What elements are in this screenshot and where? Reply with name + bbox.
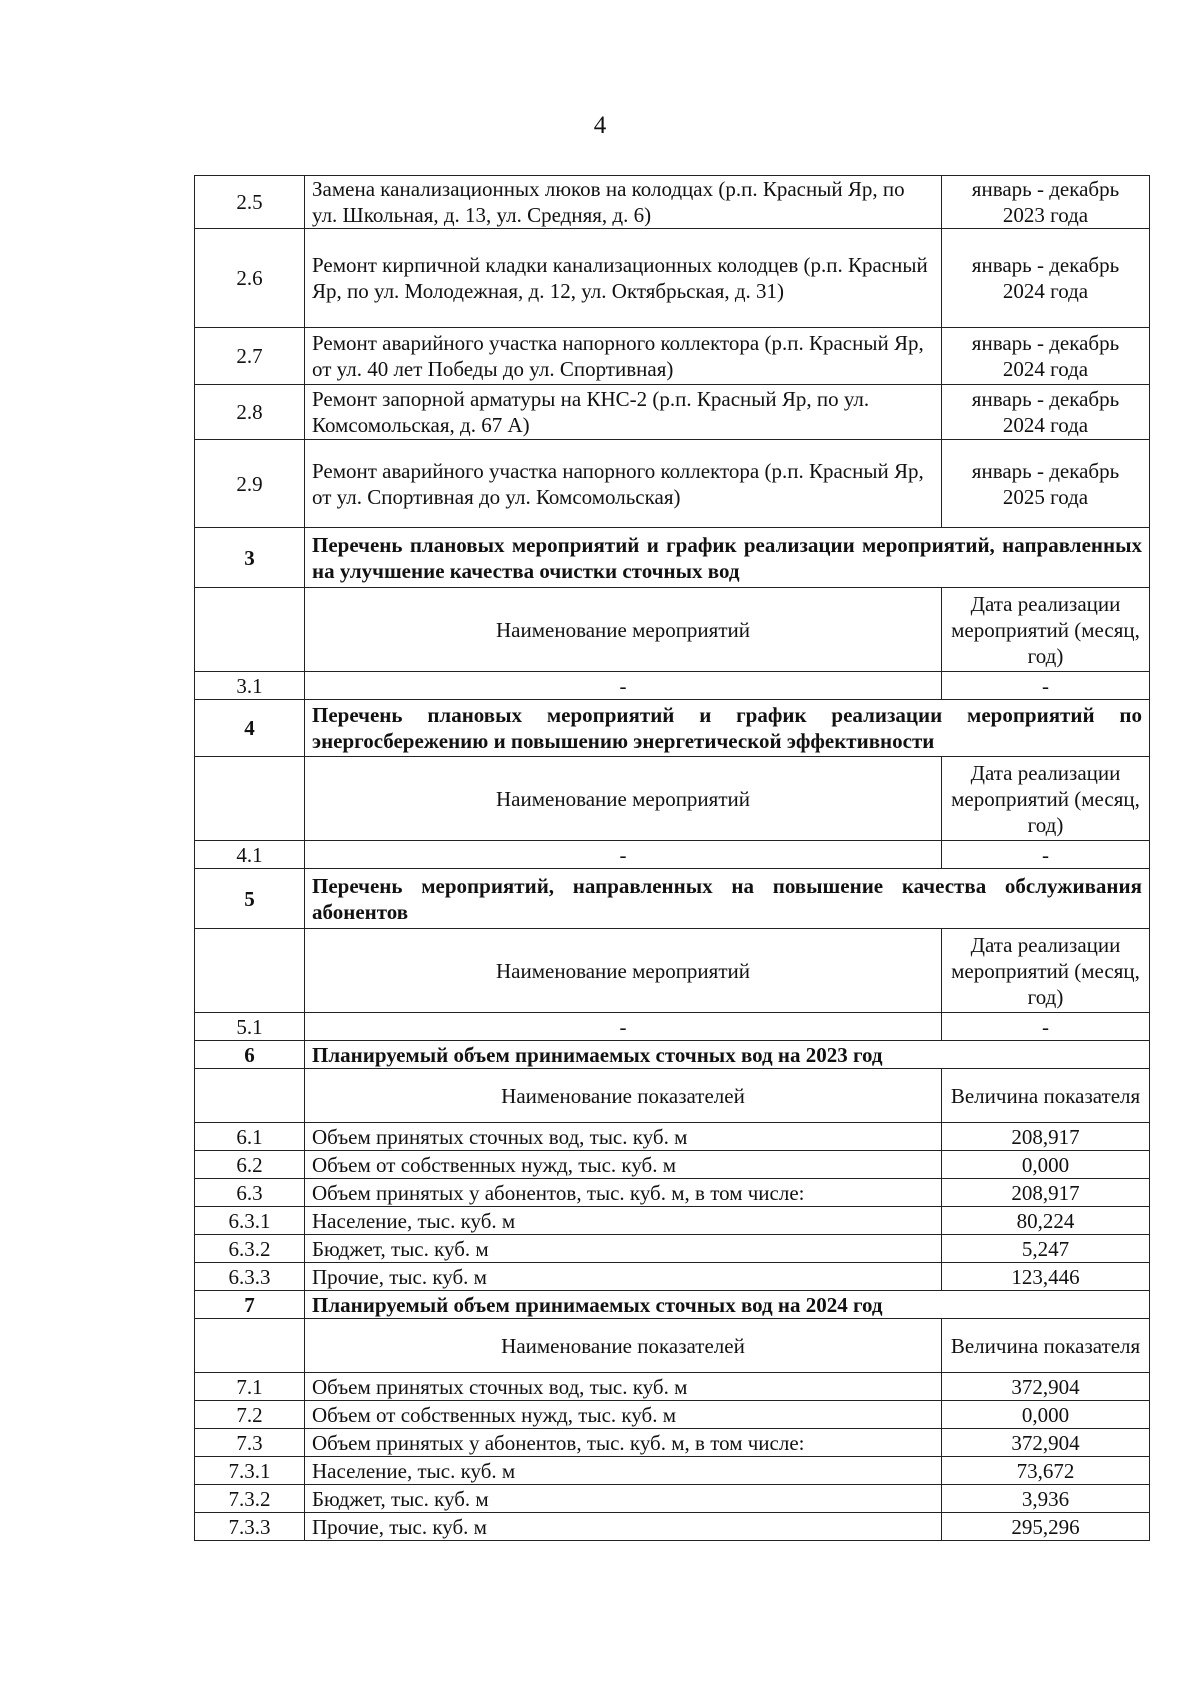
indicator-name: Объем принятых у абонентов, тыс. куб. м, в том числе: xyxy=(305,1179,942,1207)
measure-name: Ремонт аварийного участка напорного коллектора (р.п. Красный Яр, от ул. 40 лет Победы до ул. Спортивная) xyxy=(305,328,942,385)
section-title: Планируемый объем принимаемых сточных вод на 2023 год xyxy=(305,1041,1150,1069)
row-number: 6.1 xyxy=(195,1123,305,1151)
table-row xyxy=(195,1263,1150,1291)
column-header-row xyxy=(195,588,1150,672)
column-header-indicator: Наименование показателей xyxy=(305,1069,942,1123)
indicator-name: Объем от собственных нужд, тыс. куб. м xyxy=(305,1151,942,1179)
section-header xyxy=(195,528,1150,588)
measure-date: январь - декабрь 2024 года xyxy=(942,385,1150,440)
row-number: 7.2 xyxy=(195,1401,305,1429)
row-number: 7.3.1 xyxy=(195,1457,305,1485)
dash-cell: - xyxy=(305,841,942,869)
indicator-name: Объем принятых сточных вод, тыс. куб. м xyxy=(305,1123,942,1151)
table-row xyxy=(195,1207,1150,1235)
measure-date: январь - декабрь 2025 года xyxy=(942,440,1150,528)
indicator-value: 208,917 xyxy=(942,1179,1150,1207)
column-header-row xyxy=(195,757,1150,841)
measure-name: Ремонт запорной арматуры на КНС-2 (р.п. Красный Яр, по ул. Комсомольская, д. 67 А) xyxy=(305,385,942,440)
indicator-value: 295,296 xyxy=(942,1513,1150,1541)
indicator-value: 372,904 xyxy=(942,1373,1150,1401)
row-number: 6.3.1 xyxy=(195,1207,305,1235)
column-header-value: Величина показателя xyxy=(942,1319,1150,1373)
measures-table xyxy=(194,175,1150,1541)
empty-cell xyxy=(195,929,305,1013)
indicator-name: Объем принятых сточных вод, тыс. куб. м xyxy=(305,1373,942,1401)
table-row xyxy=(195,1179,1150,1207)
row-number: 2.9 xyxy=(195,440,305,528)
row-number: 2.7 xyxy=(195,328,305,385)
row-number: 6.3.3 xyxy=(195,1263,305,1291)
table-row xyxy=(195,841,1150,869)
indicator-name: Население, тыс. куб. м xyxy=(305,1207,942,1235)
section-header xyxy=(195,869,1150,929)
section-title: Планируемый объем принимаемых сточных вод на 2024 год xyxy=(305,1291,1150,1319)
indicator-name: Объем принятых у абонентов, тыс. куб. м, в том числе: xyxy=(305,1429,942,1457)
row-number: 7.3.3 xyxy=(195,1513,305,1541)
column-header-date: Дата реализации мероприятий (месяц, год) xyxy=(942,588,1150,672)
row-number: 7.3.2 xyxy=(195,1485,305,1513)
row-number: 2.8 xyxy=(195,385,305,440)
section-header xyxy=(195,700,1150,757)
column-header-date: Дата реализации мероприятий (месяц, год) xyxy=(942,929,1150,1013)
indicator-value: 208,917 xyxy=(942,1123,1150,1151)
indicator-value: 0,000 xyxy=(942,1151,1150,1179)
measure-date: январь - декабрь 2023 года xyxy=(942,176,1150,229)
column-header-name: Наименование мероприятий xyxy=(305,757,942,841)
column-header-row xyxy=(195,1069,1150,1123)
empty-cell xyxy=(195,1069,305,1123)
section-number: 6 xyxy=(195,1041,305,1069)
empty-cell xyxy=(195,1319,305,1373)
section-title: Перечень мероприятий, направленных на повышение качества обслуживания абонентов xyxy=(305,869,1150,929)
table-row xyxy=(195,1457,1150,1485)
dash-cell: - xyxy=(942,672,1150,700)
table-row xyxy=(195,440,1150,528)
table-row xyxy=(195,385,1150,440)
column-header-row xyxy=(195,929,1150,1013)
measure-date: январь - декабрь 2024 года xyxy=(942,328,1150,385)
table-row xyxy=(195,1151,1150,1179)
indicator-name: Прочие, тыс. куб. м xyxy=(305,1263,942,1291)
table-row xyxy=(195,1373,1150,1401)
section-title: Перечень плановых мероприятий и график реализации мероприятий по энергосбережению и повышению энергетической эффективности xyxy=(305,700,1150,757)
section-number: 4 xyxy=(195,700,305,757)
measure-name: Замена канализационных люков на колодцах (р.п. Красный Яр, по ул. Школьная, д. 13, ул. Средняя, д. 6) xyxy=(305,176,942,229)
column-header-indicator: Наименование показателей xyxy=(305,1319,942,1373)
row-number: 6.2 xyxy=(195,1151,305,1179)
table-row xyxy=(195,1513,1150,1541)
measure-date: январь - декабрь 2024 года xyxy=(942,229,1150,328)
row-number: 5.1 xyxy=(195,1013,305,1041)
indicator-value: 80,224 xyxy=(942,1207,1150,1235)
table-row xyxy=(195,1429,1150,1457)
row-number: 7.1 xyxy=(195,1373,305,1401)
column-header-value: Величина показателя xyxy=(942,1069,1150,1123)
table-row xyxy=(195,176,1150,229)
dash-cell: - xyxy=(942,1013,1150,1041)
indicator-name: Население, тыс. куб. м xyxy=(305,1457,942,1485)
measure-name: Ремонт аварийного участка напорного коллектора (р.п. Красный Яр, от ул. Спортивная до ул. Комсомольская) xyxy=(305,440,942,528)
indicator-value: 3,936 xyxy=(942,1485,1150,1513)
row-number: 3.1 xyxy=(195,672,305,700)
indicator-value: 123,446 xyxy=(942,1263,1150,1291)
indicator-name: Бюджет, тыс. куб. м xyxy=(305,1235,942,1263)
indicator-value: 5,247 xyxy=(942,1235,1150,1263)
empty-cell xyxy=(195,588,305,672)
table-row xyxy=(195,1235,1150,1263)
table-row xyxy=(195,328,1150,385)
indicator-value: 372,904 xyxy=(942,1429,1150,1457)
row-number: 7.3 xyxy=(195,1429,305,1457)
column-header-date: Дата реализации мероприятий (месяц, год) xyxy=(942,757,1150,841)
table-row xyxy=(195,672,1150,700)
indicator-name: Бюджет, тыс. куб. м xyxy=(305,1485,942,1513)
section-header xyxy=(195,1291,1150,1319)
indicator-name: Прочие, тыс. куб. м xyxy=(305,1513,942,1541)
row-number: 4.1 xyxy=(195,841,305,869)
page-number: 4 xyxy=(593,112,607,139)
section-title: Перечень плановых мероприятий и график реализации мероприятий, направленных на улучшение качества очистки сточных вод xyxy=(305,528,1150,588)
indicator-value: 73,672 xyxy=(942,1457,1150,1485)
dash-cell: - xyxy=(305,1013,942,1041)
table-row xyxy=(195,1013,1150,1041)
column-header-row xyxy=(195,1319,1150,1373)
table-row xyxy=(195,229,1150,328)
dash-cell: - xyxy=(942,841,1150,869)
section-number: 5 xyxy=(195,869,305,929)
section-number: 3 xyxy=(195,528,305,588)
table-row xyxy=(195,1401,1150,1429)
indicator-value: 0,000 xyxy=(942,1401,1150,1429)
column-header-name: Наименование мероприятий xyxy=(305,588,942,672)
indicator-name: Объем от собственных нужд, тыс. куб. м xyxy=(305,1401,942,1429)
section-header xyxy=(195,1041,1150,1069)
table-row xyxy=(195,1123,1150,1151)
row-number: 2.6 xyxy=(195,229,305,328)
empty-cell xyxy=(195,757,305,841)
measure-name: Ремонт кирпичной кладки канализационных колодцев (р.п. Красный Яр, по ул. Молодежная, д. 12, ул. Октябрьская, д. 31) xyxy=(305,229,942,328)
row-number: 6.3 xyxy=(195,1179,305,1207)
column-header-name: Наименование мероприятий xyxy=(305,929,942,1013)
section-number: 7 xyxy=(195,1291,305,1319)
table-row xyxy=(195,1485,1150,1513)
dash-cell: - xyxy=(305,672,942,700)
row-number: 6.3.2 xyxy=(195,1235,305,1263)
row-number: 2.5 xyxy=(195,176,305,229)
